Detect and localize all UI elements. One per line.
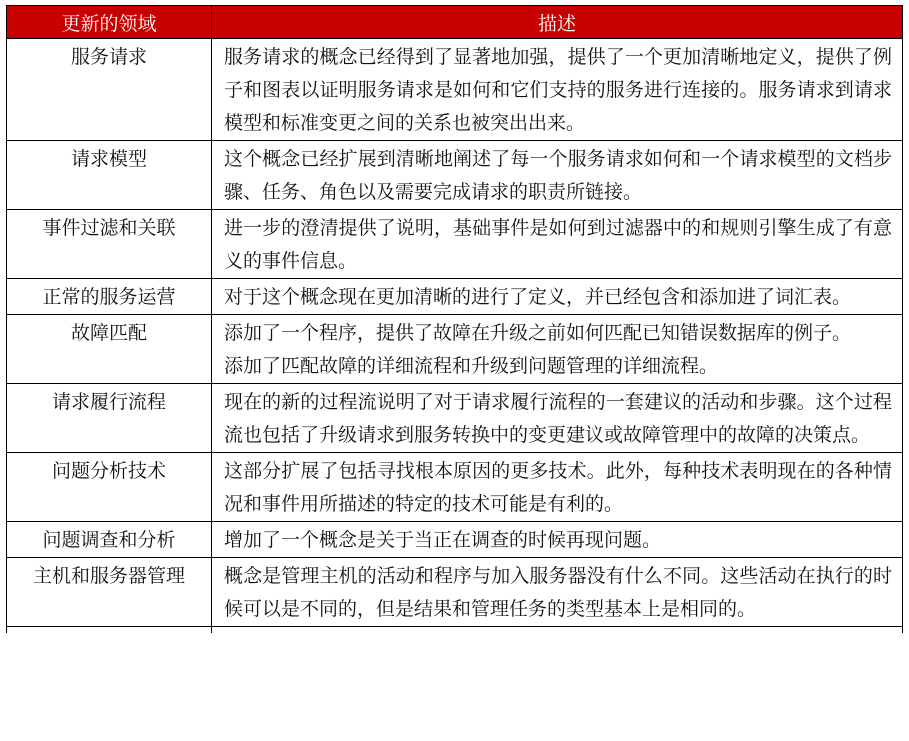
row-description — [212, 39, 903, 141]
table-row — [7, 210, 903, 279]
row-area: 请求履行流程 — [7, 384, 212, 453]
description-line: 增加了一个概念是关于当正在调查的时候再现问题。 — [224, 529, 662, 551]
row-area: 主机和服务器管理 — [7, 558, 212, 627]
row-description — [212, 384, 903, 453]
description-line: 概念是管理主机的活动和程序与加入服务器没有什么不同。这些活动在执行的时候可以是不同的，但是结果和管理任务的类型基本上是相同的。 — [224, 565, 892, 620]
table-row — [7, 141, 903, 210]
description-line: 这部分扩展了包括寻找根本原因的更多技术。此外，每种技术表明现在的各种情况和事件用所描述的特定的技术可能是有利的。 — [224, 460, 892, 515]
description-line: 进一步的澄清提供了说明，基础事件是如何到过滤器中的和规则引擎生成了有意义的事件信息。 — [224, 217, 892, 272]
continuation-cell — [7, 627, 212, 634]
description-line: 现在的新的过程流说明了对于请求履行流程的一套建议的活动和步骤。这个过程流也包括了升级请求到服务转换中的变更建议或故障管理中的故障的决策点。 — [224, 391, 892, 446]
row-description — [212, 315, 903, 384]
row-description — [212, 558, 903, 627]
table-row-continuation — [7, 627, 903, 634]
row-area: 服务请求 — [7, 39, 212, 141]
row-description — [212, 522, 903, 558]
row-area: 故障匹配 — [7, 315, 212, 384]
row-area: 请求模型 — [7, 141, 212, 210]
description-line: 对于这个概念现在更加清晰的进行了定义，并已经包含和添加进了词汇表。 — [224, 286, 852, 308]
continuation-cell — [212, 627, 903, 634]
row-area: 正常的服务运营 — [7, 279, 212, 315]
description-line: 服务请求的概念已经得到了显著地加强，提供了一个更加清晰地定义，提供了例子和图表以证明服务请求是如何和它们支持的服务进行连接的。服务请求到请求模型和标准变更之间的关系也被突出出来。 — [224, 46, 892, 134]
row-description — [212, 453, 903, 522]
table-row — [7, 558, 903, 627]
header-description: 描述 — [212, 6, 903, 39]
description-line: 添加了匹配故障的详细流程和升级到问题管理的详细流程。 — [224, 355, 719, 377]
row-description — [212, 210, 903, 279]
row-area: 问题分析技术 — [7, 453, 212, 522]
table-row — [7, 522, 903, 558]
table-row — [7, 315, 903, 384]
row-description — [212, 141, 903, 210]
table-row — [7, 384, 903, 453]
table-header-row — [7, 6, 903, 39]
row-description — [212, 279, 903, 315]
description-line: 这个概念已经扩展到清晰地阐述了每一个服务请求如何和一个请求模型的文档步骤、任务、角色以及需要完成请求的职责所链接。 — [224, 148, 892, 203]
table-row — [7, 279, 903, 315]
header-area: 更新的领域 — [7, 6, 212, 39]
update-areas-table — [6, 5, 903, 633]
row-area: 问题调查和分析 — [7, 522, 212, 558]
table-row — [7, 453, 903, 522]
row-area: 事件过滤和关联 — [7, 210, 212, 279]
description-line: 添加了一个程序，提供了故障在升级之前如何匹配已知错误数据库的例子。 — [224, 322, 852, 344]
table-row — [7, 39, 903, 141]
